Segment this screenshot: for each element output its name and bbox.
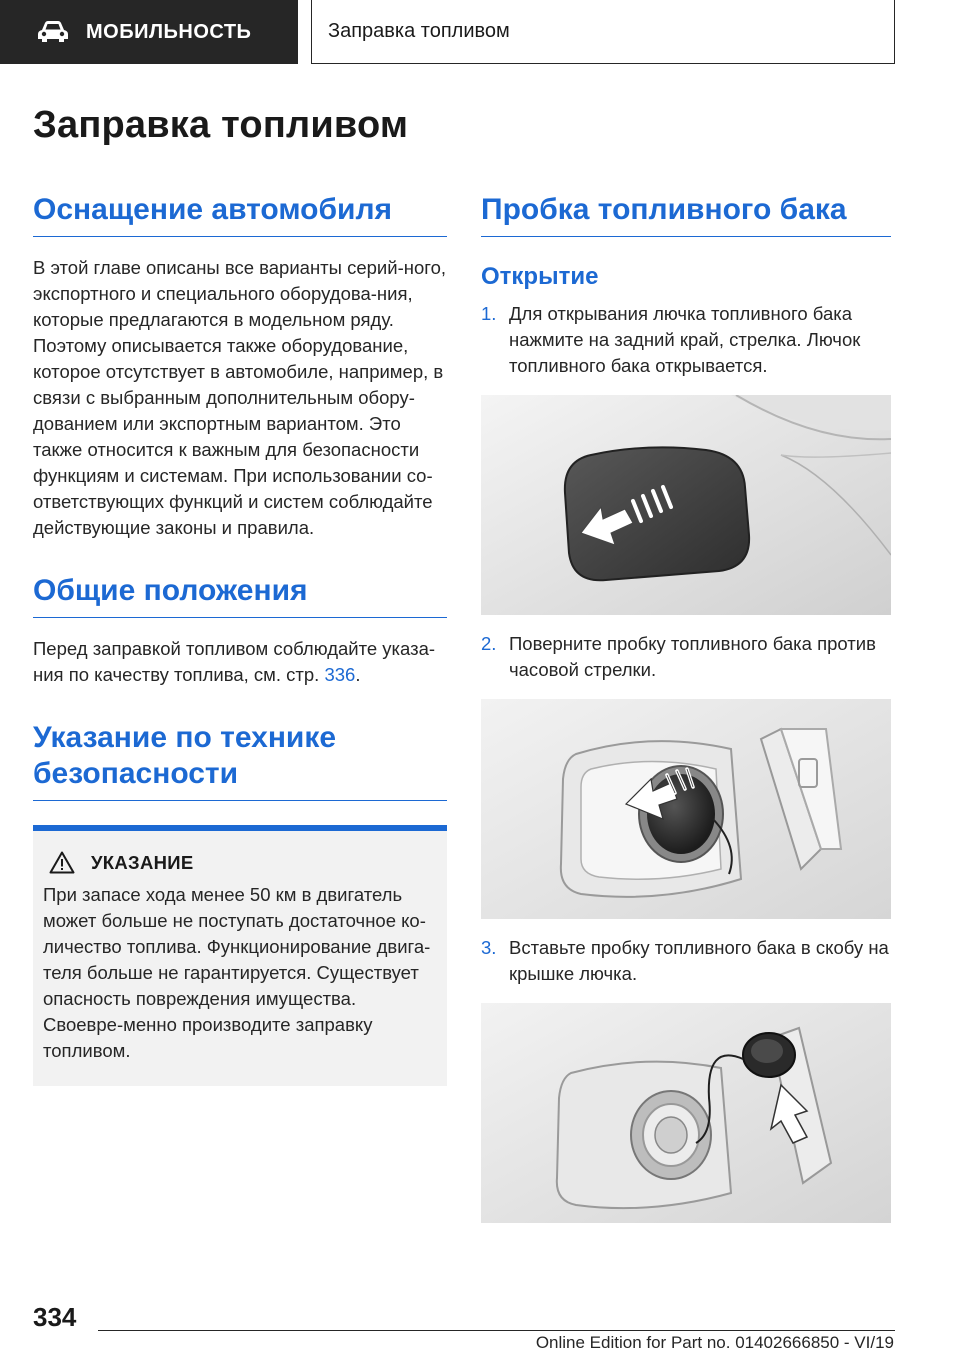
- header-chapter-box: [311, 0, 895, 64]
- section-safety: [33, 720, 447, 1086]
- step-3-number: 3.: [481, 937, 497, 958]
- footer-edition: Online Edition for Part no. 01402666850 - VI/19: [535, 1333, 894, 1352]
- step-3-text: Вставьте пробку топливного бака в скобу на крышке лючка.: [509, 937, 889, 984]
- equipment-text: В этой главе описаны все варианты серий-ного, экспортного и специального оборудова-ния, которые предлагаются в модельном ряду. Поэтому описывается также оборудование, которое отсутствует в автомобиле, например, в связи с выбранным дополнительным обору-дованием или экспортным вариантом. Это также относится к важным для безопасности функциям и системам. При использовании со-ответствующих функций и систем соблюдайте действующие законы и правила.: [33, 257, 447, 538]
- header-chapter-title: Заправка топливом: [328, 20, 510, 42]
- fuel-cap-turn-illustration: [481, 699, 891, 919]
- fuel-cap-holder-illustration: [481, 1003, 891, 1223]
- header-section-tab: [0, 0, 298, 64]
- fuel-flap-press-illustration: [481, 395, 891, 615]
- page-title: Заправка топливом: [33, 104, 409, 146]
- car-icon: [36, 20, 70, 44]
- warning-title: УКАЗАНИЕ: [91, 851, 194, 873]
- page-number: 334: [33, 1302, 77, 1332]
- header-section-label: МОБИЛЬНОСТЬ: [86, 20, 252, 43]
- step-1-text: Для открывания лючка топливного бака нажмите на задний край, стрелка. Лючок топливного бака открывается.: [509, 303, 861, 376]
- page-link-336[interactable]: 336: [324, 664, 356, 685]
- general-text-after: .: [355, 664, 361, 685]
- step-2: [481, 631, 891, 683]
- heading-equipment: Оснащение автомобиля: [33, 192, 447, 237]
- general-text-before: Перед заправкой топливом соблюдайте указа-ния по качеству топлива, см. стр.: [33, 638, 436, 685]
- heading-safety: Указание по технике безопасности: [33, 720, 447, 801]
- warning-text: При запасе хода менее 50 км в двигатель может больше не поступать достаточное ко-личество топлива. Функционирование двига-теля больше не гарантируется. Существует опасность повреждения имущества. Своевре-менно производите заправку топливом.: [43, 884, 431, 1061]
- section-general: [33, 573, 447, 688]
- right-column: [481, 192, 891, 1239]
- heading-opening: Открытие: [481, 263, 599, 290]
- warning-header: [49, 851, 435, 874]
- heading-fuel-cap: Пробка топливного бака: [481, 192, 891, 237]
- heading-general: Общие положения: [33, 573, 447, 618]
- step-2-number: 2.: [481, 633, 497, 654]
- warning-triangle-icon: [49, 851, 75, 874]
- step-1: [481, 301, 891, 379]
- left-column: [33, 192, 447, 1086]
- step-2-text: Поверните пробку топливного бака против часовой стрелки.: [509, 633, 876, 680]
- warning-box: [33, 825, 447, 1086]
- general-text: [33, 636, 447, 688]
- step-1-number: 1.: [481, 303, 497, 324]
- footer-divider: [98, 1330, 895, 1331]
- step-3: [481, 935, 891, 987]
